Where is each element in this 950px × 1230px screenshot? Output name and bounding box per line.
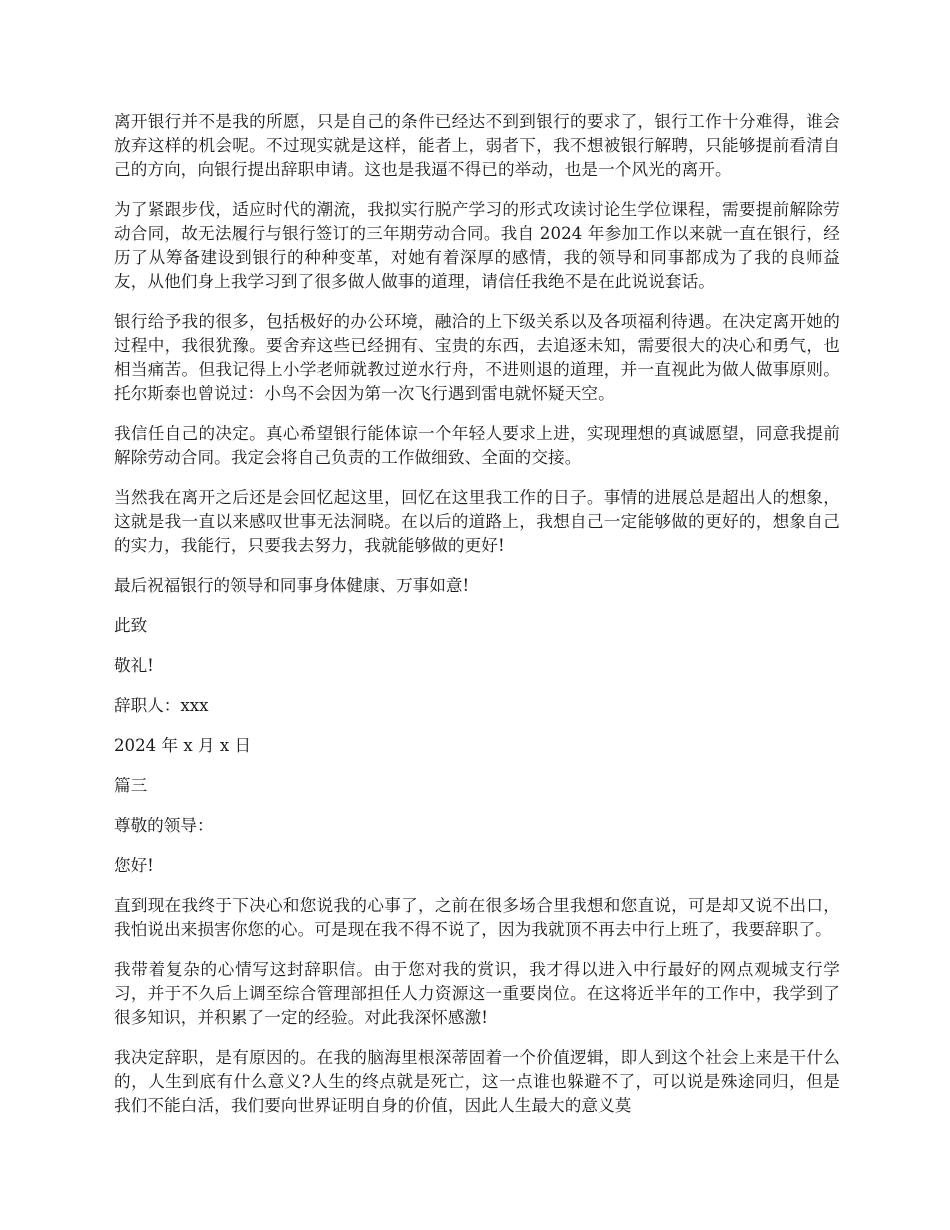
- paragraph-5: 当然我在离开之后还是会回忆起这里，回忆在这里我工作的日子。事情的进展总是超出人的想象，这就是我一直以来感叹世事无法洞晓。在以后的道路上，我想自己一定能够做的更好的，想象自己的实力，我能行，只要我去努力，我就能够做的更好!: [114, 488, 840, 555]
- date-line: 2024 年 x 月 x 日: [114, 736, 252, 755]
- paragraph-7: 我带着复杂的心情写这封辞职信。由于您对我的赏识，我才得以进入中行最好的网点观城支行学习，并于不久后上调至综合管理部担任人力资源这一重要岗位。在这将近半年的工作中，我学到了很多知识，并积累了一定的经验。对此我深怀感激!: [114, 960, 840, 1027]
- section-heading: 篇三: [114, 776, 148, 795]
- paragraph-4: 我信任自己的决定。真心希望银行能体谅一个年轻人要求上进，实现理想的真诚愿望，同意我提前解除劳动合同。我定会将自己负责的工作做细致、全面的交接。: [114, 424, 840, 467]
- signature-line: 辞职人：xxx: [114, 696, 209, 715]
- closing-wish: 最后祝福银行的领导和同事身体健康、万事如意!: [114, 576, 470, 595]
- greeting-recipient: 尊敬的领导：: [114, 816, 214, 835]
- paragraph-2: 为了紧跟步伐，适应时代的潮流，我拟实行脱产学习的形式攻读讨论生学位课程，需要提前解除劳动合同，故无法履行与银行签订的三年期劳动合同。我自 2024 年参加工作以来就一直在银行，经历了从筹备建设到银行的种种变革，对她有着深厚的感情，我的领导和同事都成为了我的良师益友，从他们身上我学习到了很多做人做事的道理，请信任我绝不是在此说说套话。: [114, 200, 840, 291]
- paragraph-6: 直到现在我终于下决心和您说我的心事了，之前在很多场合里我想和您直说，可是却又说不出口，我怕说出来损害你您的心。可是现在我不得不说了，因为我就顶不再去中行上班了，我要辞职了。: [114, 896, 840, 939]
- salutation-jingli: 敬礼!: [114, 656, 154, 675]
- salutation-cizhi: 此致: [114, 616, 148, 635]
- greeting-hello: 您好!: [114, 856, 154, 875]
- document-body: [114, 110, 840, 1134]
- paragraph-1: 离开银行并不是我的所愿，只是自己的条件已经达不到到银行的要求了，银行工作十分难得，谁会放弃这样的机会呢。不过现实就是这样，能者上，弱者下，我不想被银行解聘，只能够提前看清自己的方向，向银行提出辞职申请。这也是我逼不得已的举动，也是一个风光的离开。: [114, 112, 840, 179]
- paragraph-3: 银行给予我的很多，包括极好的办公环境，融洽的上下级关系以及各项福利待遇。在决定离开她的过程中，我很犹豫。要舍弃这些已经拥有、宝贵的东西，去追逐未知，需要很大的决心和勇气，也相当痛苦。但我记得上小学老师就教过逆水行舟，不进则退的道理，并一直视此为做人做事原则。托尔斯泰也曾说过：小鸟不会因为第一次飞行遇到雷电就怀疑天空。: [114, 312, 840, 403]
- paragraph-8: 我决定辞职，是有原因的。在我的脑海里根深蒂固着一个价值逻辑，即人到这个社会上来是干什么的，人生到底有什么意义?人生的终点就是死亡，这一点谁也躲避不了，可以说是殊途同归，但是我们不能白活，我们要向世界证明自身的价值，因此人生最大的意义莫: [114, 1048, 840, 1115]
